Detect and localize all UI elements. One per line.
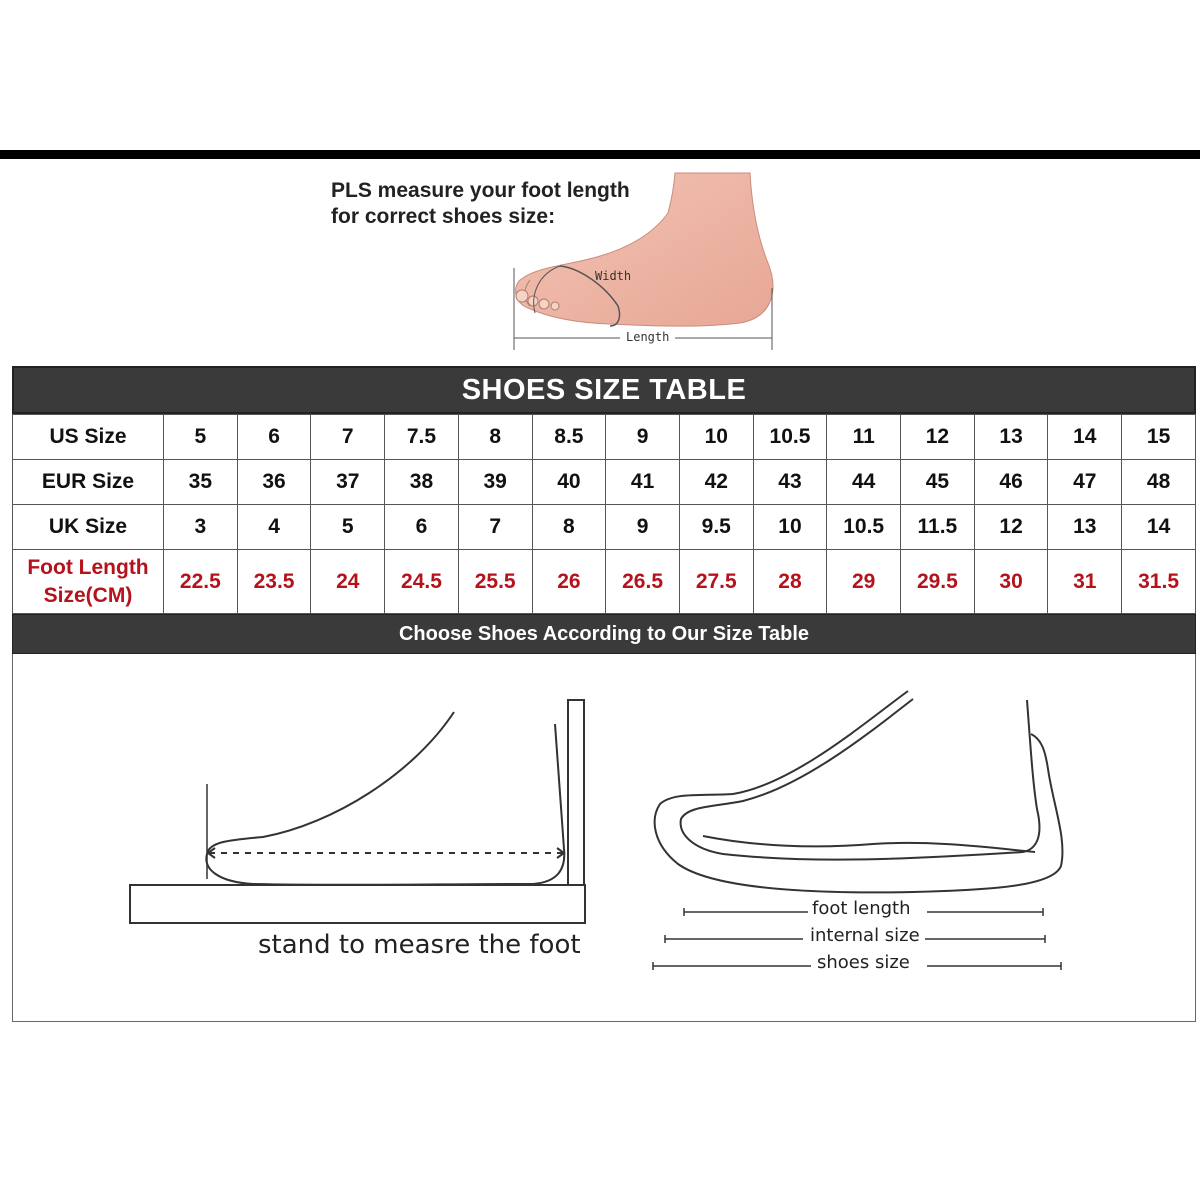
size-cell: 8 (458, 415, 532, 460)
foot-length-cell: 29.5 (901, 550, 975, 614)
size-cell: 13 (974, 415, 1048, 460)
measurement-drawings (13, 654, 1197, 1022)
foot-length-row (13, 550, 1196, 614)
size-cell: 4 (237, 505, 311, 550)
size-cell: 8 (532, 505, 606, 550)
size-cell: 5 (311, 505, 385, 550)
foot-against-wall-drawing (130, 700, 585, 923)
foot-length-row-label (13, 550, 164, 614)
size-row (13, 415, 1196, 460)
row-label: US Size (13, 415, 164, 460)
size-row (13, 460, 1196, 505)
shoes-size-label: shoes size (813, 952, 914, 973)
size-cell: 40 (532, 460, 606, 505)
size-cell: 46 (974, 460, 1048, 505)
measure-caption: stand to measre the foot (258, 930, 581, 960)
size-cell: 3 (164, 505, 238, 550)
size-cell: 43 (753, 460, 827, 505)
size-cell: 7 (311, 415, 385, 460)
foot-length-cell: 27.5 (679, 550, 753, 614)
internal-size-label: internal size (806, 925, 924, 946)
table-title: SHOES SIZE TABLE (12, 366, 1196, 414)
instructions-line-1: PLS measure your foot length (331, 179, 630, 202)
table-footer: Choose Shoes According to Our Size Table (12, 614, 1196, 654)
size-cell: 7 (458, 505, 532, 550)
foot-length-cell: 24.5 (385, 550, 459, 614)
size-table-section (12, 366, 1196, 654)
width-label: Width (595, 269, 632, 283)
size-cell: 37 (311, 460, 385, 505)
size-row (13, 505, 1196, 550)
row-label: UK Size (13, 505, 164, 550)
length-label: Length (626, 330, 670, 344)
size-cell: 41 (606, 460, 680, 505)
size-cell: 10.5 (753, 415, 827, 460)
size-cell: 35 (164, 460, 238, 505)
row-label: EUR Size (13, 460, 164, 505)
size-cell: 36 (237, 460, 311, 505)
size-cell: 44 (827, 460, 901, 505)
size-cell: 7.5 (385, 415, 459, 460)
size-cell: 9.5 (679, 505, 753, 550)
size-cell: 38 (385, 460, 459, 505)
size-cell: 9 (606, 415, 680, 460)
size-cell: 12 (901, 415, 975, 460)
size-cell: 8.5 (532, 415, 606, 460)
measurement-diagram (12, 654, 1196, 1022)
size-cell: 11 (827, 415, 901, 460)
size-cell: 45 (901, 460, 975, 505)
size-cell: 10.5 (827, 505, 901, 550)
foot-measure-illustration (500, 168, 790, 358)
foot-length-label-line2: Size(CM) (43, 583, 133, 607)
size-cell: 48 (1122, 460, 1196, 505)
size-cell: 6 (385, 505, 459, 550)
foot-length-cell: 23.5 (237, 550, 311, 614)
foot-length-label-line1: Foot Length (27, 555, 149, 579)
foot-length-cell: 31 (1048, 550, 1122, 614)
size-cell: 5 (164, 415, 238, 460)
size-cell: 11.5 (901, 505, 975, 550)
instructions-line-2: for correct shoes size: (331, 205, 556, 228)
foot-length-cell: 31.5 (1122, 550, 1196, 614)
size-cell: 14 (1048, 415, 1122, 460)
foot-length-cell: 24 (311, 550, 385, 614)
size-cell: 6 (237, 415, 311, 460)
foot-length-cell: 30 (974, 550, 1048, 614)
top-divider (0, 150, 1200, 159)
size-table (12, 414, 1196, 614)
foot-length-cell: 26 (532, 550, 606, 614)
size-cell: 15 (1122, 415, 1196, 460)
size-cell: 13 (1048, 505, 1122, 550)
foot-length-cell: 29 (827, 550, 901, 614)
size-cell: 10 (753, 505, 827, 550)
size-cell: 39 (458, 460, 532, 505)
foot-length-cell: 28 (753, 550, 827, 614)
foot-length-label: foot length (808, 898, 915, 919)
size-cell: 42 (679, 460, 753, 505)
foot-length-cell: 25.5 (458, 550, 532, 614)
size-cell: 12 (974, 505, 1048, 550)
foot-length-cell: 22.5 (164, 550, 238, 614)
size-cell: 9 (606, 505, 680, 550)
size-cell: 10 (679, 415, 753, 460)
size-cell: 47 (1048, 460, 1122, 505)
foot-length-cell: 26.5 (606, 550, 680, 614)
size-cell: 14 (1122, 505, 1196, 550)
